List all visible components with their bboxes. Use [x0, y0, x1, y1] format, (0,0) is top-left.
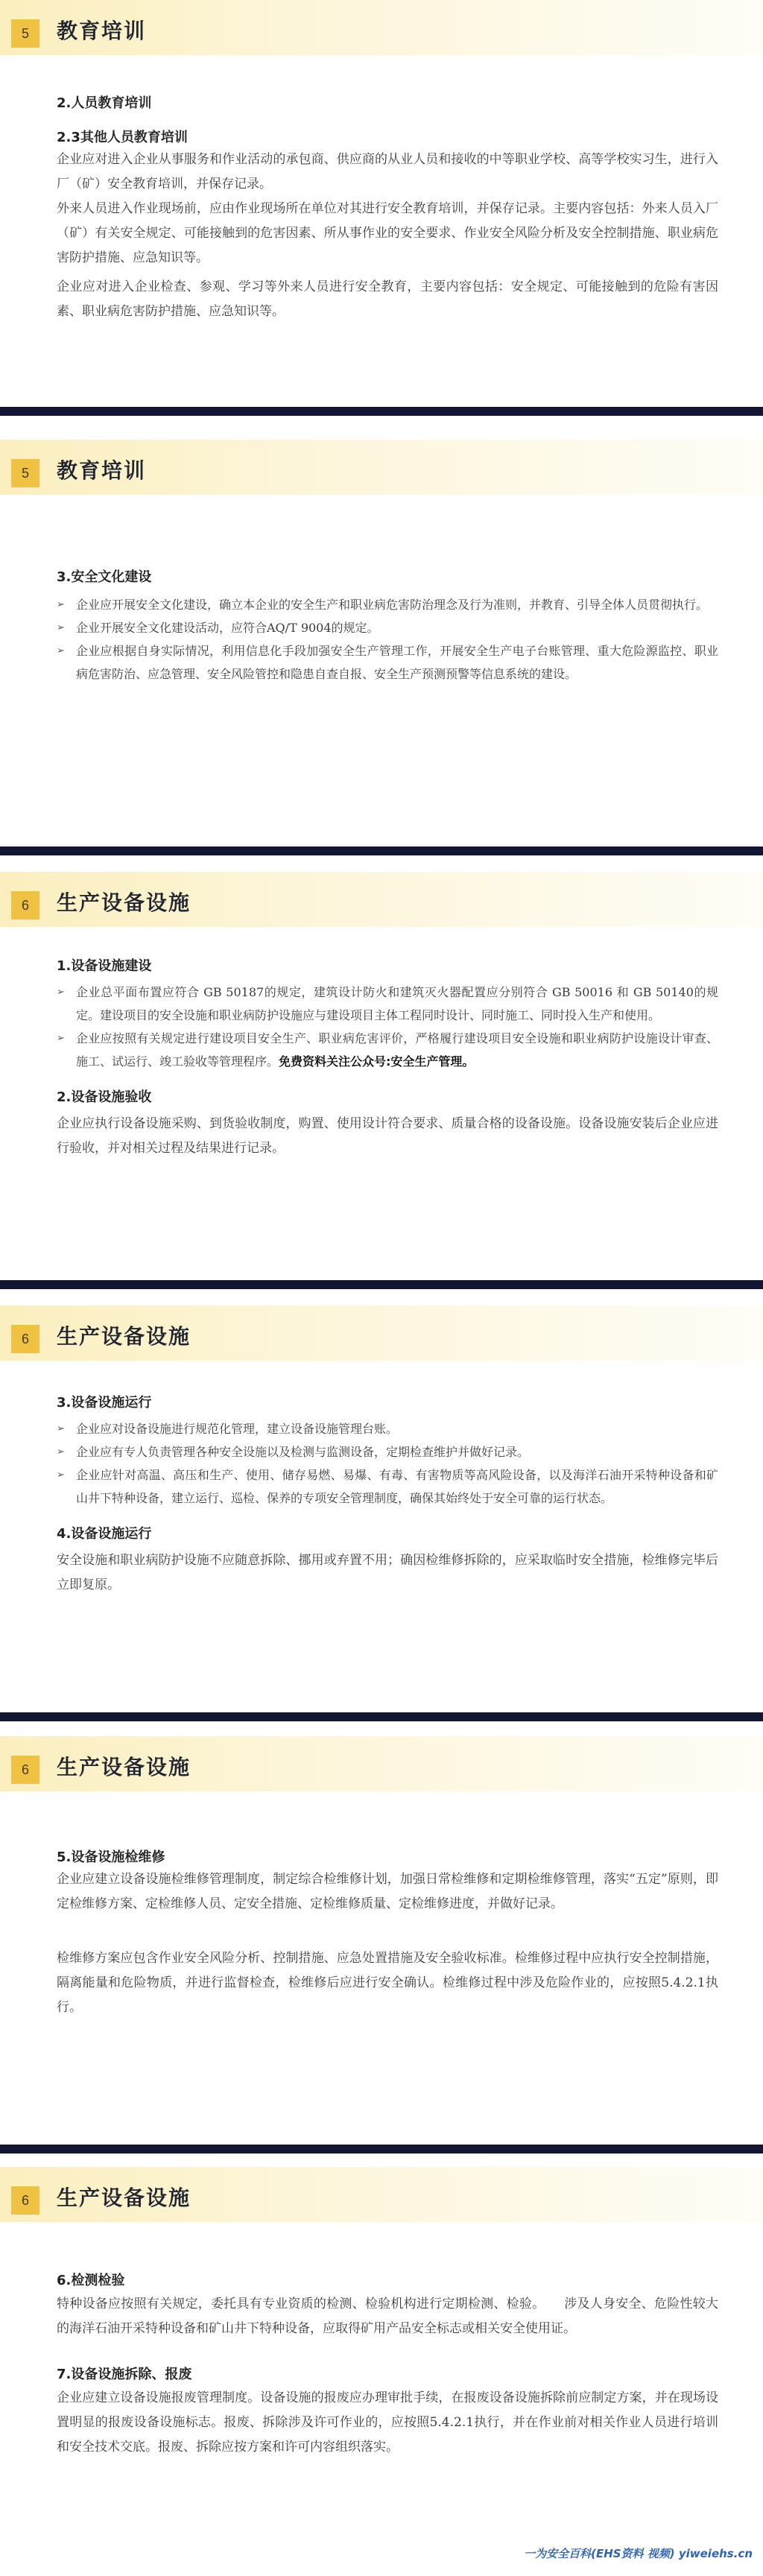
section-title: 6.检测检验: [57, 2273, 125, 2288]
bullet-list: [57, 981, 718, 1073]
section-subtitle: 2.人员教育培训: [57, 95, 152, 111]
slide-1: [0, 0, 763, 416]
slide-content: [57, 2270, 718, 2460]
section-title: 2.设备设施验收: [57, 1089, 152, 1105]
list-item: ➢ 企业应针对高温、高压和生产、使用、储存易燃、易爆、有毒、有害物质等高风险设备，以及海洋石油开采特种设备和矿山井下特种设备，建立运行、巡检、保养的专项安全管理制度，确保其始终处于安全可靠的运行状态。: [57, 1463, 718, 1510]
slide-content: [57, 1392, 718, 1598]
section-title: 2.3其他人员教育培训: [57, 130, 188, 145]
list-item: ➢ 企业应根据自身实际情况，利用信息化手段加强安全生产管理工作，开展安全生产电子台账管理、重大危险源监控、职业病危害防治、应急管理、安全风险管控和隐患自查自报、安全生产预测预警等信息系统的建设。: [57, 639, 718, 686]
paragraph: 安全设施和职业病防护设施不应随意拆除、挪用或弃置不用；确因检维修拆除的，应采取临时安全措施，检维修完毕后立即复原。: [57, 1553, 718, 1592]
slide-header: [0, 0, 763, 55]
slide-5: [0, 1736, 763, 2153]
slide-header: [0, 1736, 763, 1791]
slide-bottom-bar: [0, 846, 763, 855]
arrow-bullet-icon: ➢: [57, 599, 65, 610]
arrow-bullet-icon: ➢: [57, 987, 65, 998]
watermark-text: 一为安全百科(EHS资料 视频) yiweiehs.cn: [524, 2547, 753, 2560]
arrow-bullet-icon: ➢: [57, 645, 65, 656]
section-title: 3.设备设施运行: [57, 1395, 152, 1411]
slide-number-badge: 6: [11, 891, 39, 920]
list-item: ➢ 企业应有专人负责管理各种安全设施以及检测与监测设备，定期检查维护并做好记录。: [57, 1440, 718, 1463]
paragraph: 外来人员进入作业现场前，应由作业现场所在单位对其进行安全教育培训，并保存记录。主要内容包括：外来人员入厂（矿）有关安全规定、可能接触到的危害因素、所从事作业的安全要求、作业安全风险分析及安全控制措施、职业病危害防护措施、应急知识等。: [57, 201, 718, 265]
slide-number-badge: 5: [11, 19, 39, 48]
slide-bottom-bar: [0, 1712, 763, 1721]
arrow-bullet-icon: ➢: [57, 1446, 65, 1458]
slide-bottom-bar: [0, 2145, 763, 2153]
slide-header: [0, 2167, 763, 2222]
slide-content: [57, 566, 718, 686]
paragraph: 企业应对进入企业检查、参观、学习等外来人员进行安全教育，主要内容包括：安全规定、可能接触到的危险有害因素、职业病危害防护措施、应急知识等。: [57, 279, 718, 319]
section-title: 3.安全文化建设: [57, 569, 152, 585]
slide-title: 教育培训: [57, 458, 147, 483]
list-item: ➢ 企业总平面布置应符合 GB 50187的规定，建筑设计防火和建筑灭火器配置应分别符合 GB 50016 和 GB 50140的规定。建设项目的安全设施和职业病防护设施应与建设项目主体工程同时设计、同时施工、同时投入生产和使用。: [57, 981, 718, 1027]
section-title: 4.设备设施运行: [57, 1526, 152, 1542]
slide-content: [57, 92, 718, 324]
arrow-bullet-icon: ➢: [57, 622, 65, 633]
bullet-list: [57, 593, 718, 686]
section-title: 1.设备设施建设: [57, 958, 152, 974]
slide-title: 生产设备设施: [57, 890, 191, 915]
paragraph: 企业应对进入企业从事服务和作业活动的承包商、供应商的从业人员和接收的中等职业学校、高等学校实习生，进行入厂（矿）安全教育培训，并保存记录。: [57, 152, 718, 192]
slide-6: [0, 2167, 763, 2576]
paragraph: 检维修方案应包含作业安全风险分析、控制措施、应急处置措施及安全验收标准。检维修过程中应执行安全控制措施，隔离能量和危险物质，并进行监督检查，检维修后应进行安全确认。检维修过程中涉及危险作业的，应按照5.4.2.1执行。: [57, 1951, 718, 2015]
list-item: ➢ 企业应开展安全文化建设，确立本企业的安全生产和职业病危害防治理念及行为准则，并教育、引导全体人员贯彻执行。: [57, 593, 718, 616]
slide-title: 生产设备设施: [57, 1755, 191, 1779]
section-title: 7.设备设施拆除、报废: [57, 2367, 192, 2382]
list-item: ➢ 企业应按照有关规定进行建设项目安全生产、职业病危害评价，严格履行建设项目安全设施和职业病防护设施设计审查、施工、试运行、竣工验收等管理程序。免费资料关注公众号:安全生产管理。: [57, 1027, 718, 1073]
bullet-list: [57, 1417, 718, 1510]
slide-4: [0, 1306, 763, 1721]
list-item: ➢ 企业开展安全文化建设活动，应符合AQ/T 9004的规定。: [57, 616, 718, 639]
paragraph: 企业应建立设备设施检维修管理制度，制定综合检维修计划，加强日常检维修和定期检维修管理，落实“五定”原则，即定检维修方案、定检维修人员、定安全措施、定检维修质量、定检维修进度，并做好记录。: [57, 1872, 718, 1911]
slide-content: [57, 955, 718, 1161]
slide-2: [0, 440, 763, 855]
highlight-text: 免费资料关注公众号:安全生产管理。: [279, 1054, 475, 1069]
slide-content: [57, 1846, 718, 2020]
slide-title: 教育培训: [57, 19, 147, 43]
slide-bottom-bar: [0, 407, 763, 416]
slide-title: 生产设备设施: [57, 2186, 191, 2210]
slide-number-badge: 6: [11, 1325, 39, 1353]
paragraph: 特种设备应按照有关规定，委托具有专业资质的检测、检验机构进行定期检测、检验。 涉及人身安全、危险性较大的海洋石油开采特种设备和矿山井下特种设备，应取得矿用产品安全标志或相关安全使用证。: [57, 2297, 718, 2336]
list-item: ➢ 企业应对设备设施进行规范化管理，建立设备设施管理台账。: [57, 1417, 718, 1440]
section-title: 5.设备设施检维修: [57, 1849, 165, 1865]
slide-3: [0, 872, 763, 1289]
slide-title: 生产设备设施: [57, 1324, 191, 1349]
slide-header: [0, 440, 763, 495]
slide-bottom-bar: [0, 1280, 763, 1289]
slide-number-badge: 6: [11, 2186, 39, 2215]
slide-header: [0, 872, 763, 927]
paragraph: 企业应建立设备设施报废管理制度。设备设施的报废应办理审批手续，在报废设备设施拆除前应制定方案，并在现场设置明显的报废设备设施标志。报废、拆除涉及许可作业的，应按照5.4.2.1执行，并在作业前对相关作业人员进行培训和安全技术交底。报废、拆除应按方案和许可内容组织落实。: [57, 2390, 718, 2455]
slide-number-badge: 5: [11, 459, 39, 487]
arrow-bullet-icon: ➢: [57, 1423, 65, 1434]
slide-header: [0, 1306, 763, 1361]
arrow-bullet-icon: ➢: [57, 1033, 65, 1044]
arrow-bullet-icon: ➢: [57, 1469, 65, 1481]
paragraph: 企业应执行设备设施采购、到货验收制度，购置、使用设计符合要求、质量合格的设备设施。设备设施安装后企业应进行验收，并对相关过程及结果进行记录。: [57, 1116, 718, 1156]
slide-number-badge: 6: [11, 1756, 39, 1784]
